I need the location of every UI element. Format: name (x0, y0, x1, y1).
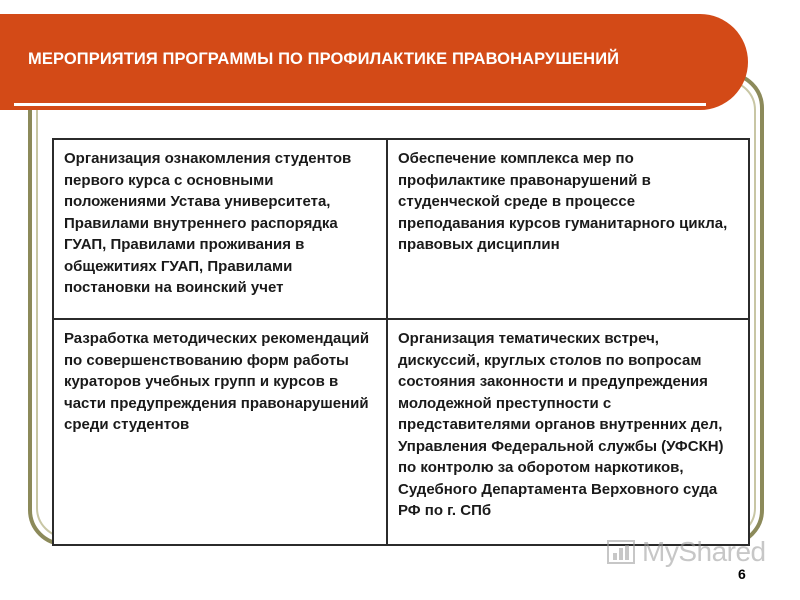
table-cell: Разработка методических рекомендаций по совершенствованию форм работы кураторов учебных групп и курсов в части предупреждения правонарушений среди студентов (53, 319, 387, 545)
page-number: 6 (738, 566, 746, 582)
table-row (53, 319, 749, 545)
banner-underline (14, 103, 706, 106)
table-cell: Организация тематических встреч, дискуссий, круглых столов по вопросам состояния законности и предупреждения молодежной преступности с представителями органов внутренних дел, Управления Федеральной службы (УФСКН) по контролю за оборотом наркотиков, Судебного Департамента Верховного суда РФ по г. СПб (387, 319, 749, 545)
watermark (606, 534, 766, 570)
chart-logo-icon (606, 537, 636, 567)
table-cell: Организация ознакомления студентов первого курса с основными положениями Устава университета, Правилами внутреннего распорядка ГУАП, Правилами проживания в общежитиях ГУАП, Правилами постановки на воинский учет (53, 139, 387, 319)
table-row (53, 139, 749, 319)
table-cell: Обеспечение комплекса мер по профилактике правонарушений в студенческой среде в процессе преподавания курсов гуманитарного цикла, правовых дисциплин (387, 139, 749, 319)
measures-table (52, 138, 750, 546)
slide-title: МЕРОПРИЯТИЯ ПРОГРАММЫ ПО ПРОФИЛАКТИКЕ ПРАВОНАРУШЕНИЙ (28, 50, 620, 68)
watermark-text: MyShared (642, 536, 766, 567)
